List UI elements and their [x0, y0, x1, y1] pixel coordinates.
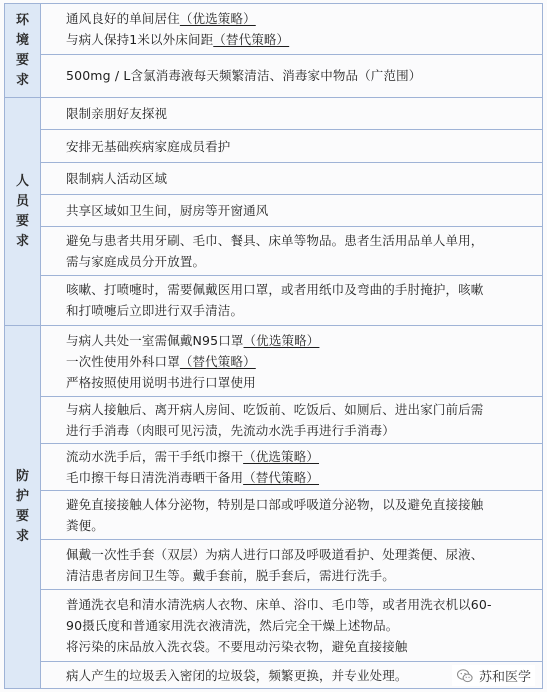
guidelines-table: [4, 3, 543, 689]
category-label: 防护要求: [15, 469, 29, 544]
table-row: [41, 130, 542, 163]
table-row: [41, 326, 542, 397]
row-line: 将污染的床品放入洗衣袋。不要甩动污染衣物，避免直接接触: [66, 639, 408, 654]
table-row: [41, 55, 542, 96]
strategy-tag: （优选策略）: [243, 449, 320, 464]
section-environment: [5, 4, 542, 98]
watermark-text: 苏和医学: [478, 670, 531, 685]
category-label: 人员要求: [15, 173, 29, 249]
category-label: 环境要求: [15, 12, 29, 88]
wechat-icon: [456, 667, 474, 685]
category-cell: [5, 326, 41, 688]
row-line: 毛巾擦干每日清洗消毒晒干备用（替代策略）: [66, 470, 320, 485]
section-rows: [41, 98, 542, 325]
row-line: 病人产生的垃圾丢入密闭的垃圾袋，频繁更换，并专业处理。: [66, 667, 408, 683]
table-row: [41, 491, 542, 540]
strategy-tag: （替代策略）: [213, 32, 290, 47]
row-line: 限制病人活动区域: [66, 171, 168, 186]
table-row: [41, 397, 542, 444]
row-line: 清洁患者房间卫生等。戴手套前，脱手套后，需进行洗手。: [66, 567, 395, 583]
row-line: 普通洗衣皂和清水清洗病人衣物、床单、浴巾、毛巾等，或者用洗衣机以60-: [66, 597, 492, 612]
row-line: 严格按照使用说明书进行口罩使用: [66, 374, 256, 390]
table-row: [41, 4, 542, 55]
strategy-tag: （优选策略）: [179, 11, 256, 26]
section-personnel: [5, 98, 542, 326]
row-line: 避免与患者共用牙刷、毛巾、餐具、床单等物品。患者生活用品单人单用，: [66, 233, 484, 248]
row-line: 90摄氏度和普通家用洗衣液清洗，然后完全干燥上述物品。: [66, 618, 399, 633]
section-rows: [41, 326, 542, 688]
section-rows: [41, 4, 542, 97]
row-line: 共享区域如卫生间，厨房等开窗通风: [66, 203, 269, 218]
table-row: [41, 98, 542, 130]
row-line: 佩戴一次性手套（双层）为病人进行口部及呼吸道看护、处理粪便、尿液、: [66, 546, 484, 562]
row-line: 避免直接接触人体分泌物，特别是口部或呼吸道分泌物，以及避免直接接触: [66, 497, 484, 512]
row-line: 安排无基础疾病家庭成员看护: [66, 138, 231, 154]
table-row: [41, 163, 542, 195]
table-row: [41, 195, 542, 227]
table-row: [41, 227, 542, 276]
category-cell: [5, 98, 41, 325]
table-row: [41, 276, 542, 324]
row-line: 流动水洗手后，需干手纸巾擦干（优选策略）: [66, 449, 320, 464]
strategy-tag: （替代策略）: [243, 470, 320, 485]
table-row: [41, 590, 542, 662]
row-line: 粪便。: [66, 518, 104, 533]
table-row: [41, 540, 542, 590]
row-line: 限制亲朋好友探视: [66, 106, 168, 121]
row-line: 500mg / L含氯消毒液每天频繁清洁、消毒家中物品（广范围）: [66, 68, 422, 83]
row-line: 通风良好的单间居住（优选策略）: [66, 11, 256, 26]
row-line: 一次性使用外科口罩（替代策略）: [66, 353, 256, 369]
strategy-tag: （替代策略）: [179, 353, 256, 369]
row-line: 需与家庭成员分开放置。: [66, 254, 206, 269]
row-line: 进行手消毒（肉眼可见污渍，先流动水洗手再进行手消毒）: [66, 423, 395, 438]
section-protection: [5, 326, 542, 688]
table-row: [41, 444, 542, 491]
row-line: 与病人接触后、离开病人房间、吃饭前、吃饭后、如厕后、进出家门前后需: [66, 402, 484, 417]
strategy-tag: （优选策略）: [243, 332, 320, 348]
row-line: 与病人共处一室需佩戴N95口罩（优选策略）: [66, 332, 320, 348]
watermark: [452, 665, 535, 686]
row-line: 与病人保持1米以外床间距（替代策略）: [66, 32, 290, 47]
row-line: 咳嗽、打喷嚏时，需要佩戴医用口罩，或者用纸巾及弯曲的手肘掩护，咳嗽: [66, 282, 484, 297]
row-line: 和打喷嚏后立即进行双手清洁。: [66, 303, 244, 318]
category-cell: [5, 4, 41, 97]
